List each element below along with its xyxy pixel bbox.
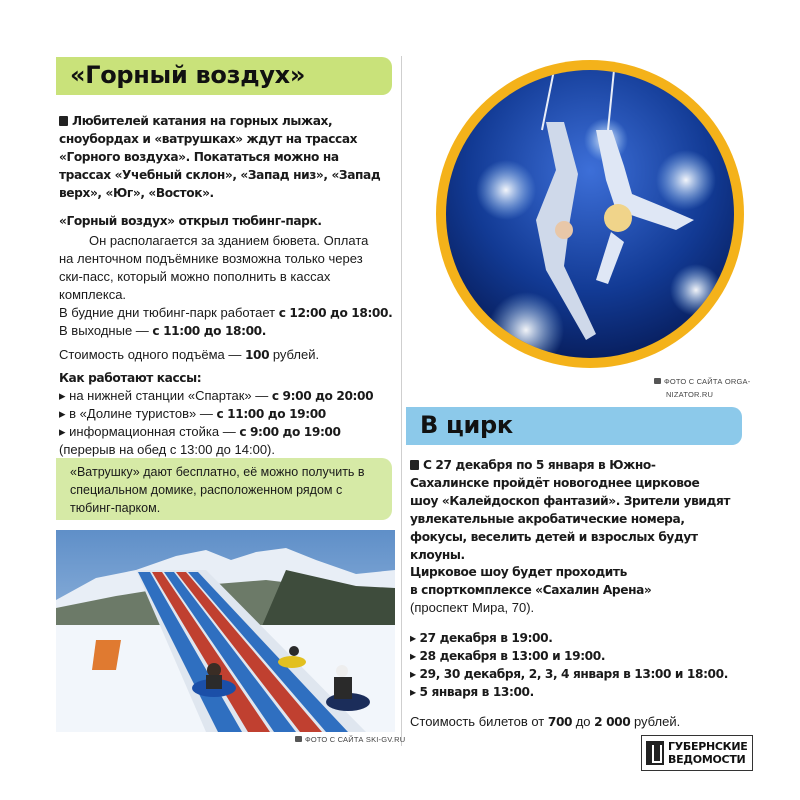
gorny-vozdukh-title: «Горный воздух»	[70, 61, 306, 89]
bullet-square-icon	[410, 460, 419, 470]
cashier-section	[59, 369, 399, 459]
cashier-item: ▸ в «Долине туристов» — с 11:00 до 19:00	[59, 406, 326, 421]
schedule-item: ▸ 27 декабря в 19:00.	[410, 631, 553, 645]
circus-intro: С 27 декабря по 5 января в Южно- Сахалинске пройдёт новогоднее цирковое шоу «Калейдоскоп фантазий». Зрители увидят увлекательные акробатические номера, фокусы, веселить детей и взрослых будут клоуны.	[410, 458, 731, 562]
ski-slope-photo	[56, 530, 395, 732]
tubing-body: Он располагается за зданием бювета. Оплата на ленточном подъёмнике возможна только через ски-пасс, который можно пополнить в кассах комплекса. В будние дни тюбинг-парк работает с 12:00 до 18:00. В выходные — с 11:00 до 18:00.	[59, 232, 399, 340]
ski-photo-caption: ФОТО С САЙТА SKI-GV.RU	[295, 735, 405, 744]
gubernskie-vedomosti-logo: ГУБЕРНСКИЕ ВЕДОМОСТИ	[641, 735, 753, 771]
lunch-note: (перерыв на обед с 13:00 до 14:00).	[59, 442, 275, 457]
schedule-item: ▸ 29, 30 декабря, 2, 3, 4 января в 13:00 и 18:00.	[410, 667, 728, 681]
lift-price: Стоимость одного подъёма — 100 рублей.	[59, 347, 320, 362]
logo-mark-icon	[646, 741, 664, 765]
schedule-item: ▸ 28 декабря в 13:00 и 19:00.	[410, 649, 606, 663]
aerialists-illustration	[446, 70, 734, 358]
schedule-item: ▸ 5 января в 13:00.	[410, 685, 534, 699]
bullet-square-icon	[59, 116, 68, 126]
circus-schedule	[410, 629, 750, 701]
circus-title: В цирк	[420, 411, 513, 439]
circus-venue: Цирковое шоу будет проходить в спорткомплексе «Сахалин Арена» (проспект Мира, 70).	[410, 563, 750, 617]
column-divider	[401, 56, 402, 746]
tubing-subhead: «Горный воздух» открыл тюбинг-парк.	[59, 214, 322, 228]
circus-aerialists-photo	[446, 70, 734, 358]
camera-icon	[295, 736, 302, 742]
circus-photo-caption: ФОТО С САЙТА ORGA- NIZATOR.RU	[654, 377, 750, 399]
gorny-intro: Любителей катания на горных лыжах, сноубордах и «ватрушках» ждут на трассах «Горного воздуха». Покататься можно на трассах «Учебный склон», «Запад низ», «Запад верх», «Юг», «Восток».	[59, 114, 381, 200]
vatrushka-tip-text: «Ватрушку» дают бесплатно, её можно получить в специальном домике, расположенном рядом с тюбинг-парком.	[70, 465, 365, 515]
cashier-item: ▸ информационная стойка — с 9:00 до 19:00	[59, 424, 341, 439]
gorny-vozdukh-banner	[56, 57, 392, 95]
vatrushka-tip-box	[56, 458, 392, 520]
venue-address: (проспект Мира, 70).	[410, 600, 535, 615]
circus-banner	[406, 407, 742, 445]
weekend-hours: В выходные — с 11:00 до 18:00.	[59, 323, 266, 338]
cashier-heading: Как работают кассы:	[59, 371, 202, 385]
ski-slope-illustration	[56, 530, 395, 732]
weekday-hours: В будние дни тюбинг-парк работает с 12:00 до 18:00.	[59, 305, 393, 320]
cashier-item: ▸ на нижней станции «Спартак» — с 9:00 до 20:00	[59, 388, 374, 403]
camera-icon	[654, 378, 661, 384]
ticket-price: Стоимость билетов от 700 до 2 000 рублей.	[410, 714, 681, 729]
